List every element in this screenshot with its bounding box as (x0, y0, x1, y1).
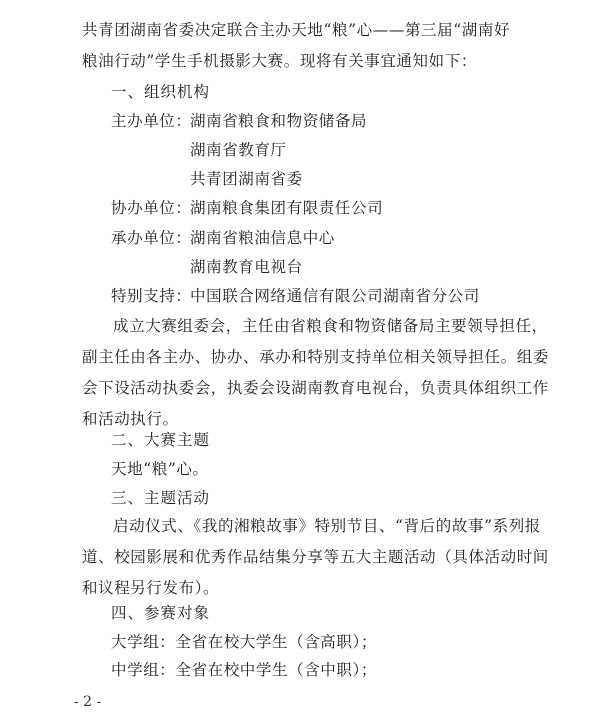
host-unit-2: 湖南省教育厅 (190, 141, 287, 159)
undertake-label: 承办单位： (111, 229, 192, 247)
participant-college: 大学组：全省在校大学生（含高职）； (111, 633, 377, 651)
section-heading-theme: 二、大赛主题 (111, 431, 211, 449)
theme-text: 天地“粮”心。 (111, 460, 209, 478)
page-number: - 2 - (74, 694, 102, 710)
undertake-unit-1: 湖南省粮油信息中心 (190, 229, 335, 247)
section-heading-participants: 四、参赛对象 (111, 604, 211, 622)
intro-line-2: 粮油行动”学生手机摄影大赛。现将有关事宜通知如下： (82, 52, 477, 70)
coop-label: 协办单位： (111, 199, 192, 217)
undertake-unit-2: 湖南教育电视台 (190, 258, 303, 276)
special-unit: 中国联合网络通信有限公司湖南省分公司 (190, 287, 480, 305)
section-heading-organization: 一、组织机构 (111, 83, 211, 101)
host-unit-1: 湖南省粮食和物资储备局 (190, 112, 368, 130)
host-unit-3: 共青团湖南省委 (190, 170, 303, 188)
section-heading-activities: 三、主题活动 (111, 489, 211, 507)
participant-middle: 中学组：全省在校中学生（含中职）； (111, 661, 377, 679)
special-label: 特别支持： (111, 287, 192, 305)
committee-paragraph: 成立大赛组委会，主任由省粮食和物资储备局主要领导担任，副主任由各主办、协办、承办和特别支持单位相关领导担任。组委会下设活动执委会，执委会设湖南教育电视台，负责具体组织工作和活动执行。 (82, 317, 549, 428)
host-label: 主办单位： (111, 112, 192, 130)
coop-unit: 湖南粮食集团有限责任公司 (190, 199, 384, 217)
intro-line-1: 共青团湖南省委决定联合主办天地“粮”心——第三届“湖南好 (82, 21, 511, 39)
activities-paragraph: 启动仪式、《我的湘粮故事》特别节目、“背后的故事”系列报道、校园影展和优秀作品结集分享等五大主题活动（具体活动时间和议程另行发布）。 (82, 517, 549, 597)
